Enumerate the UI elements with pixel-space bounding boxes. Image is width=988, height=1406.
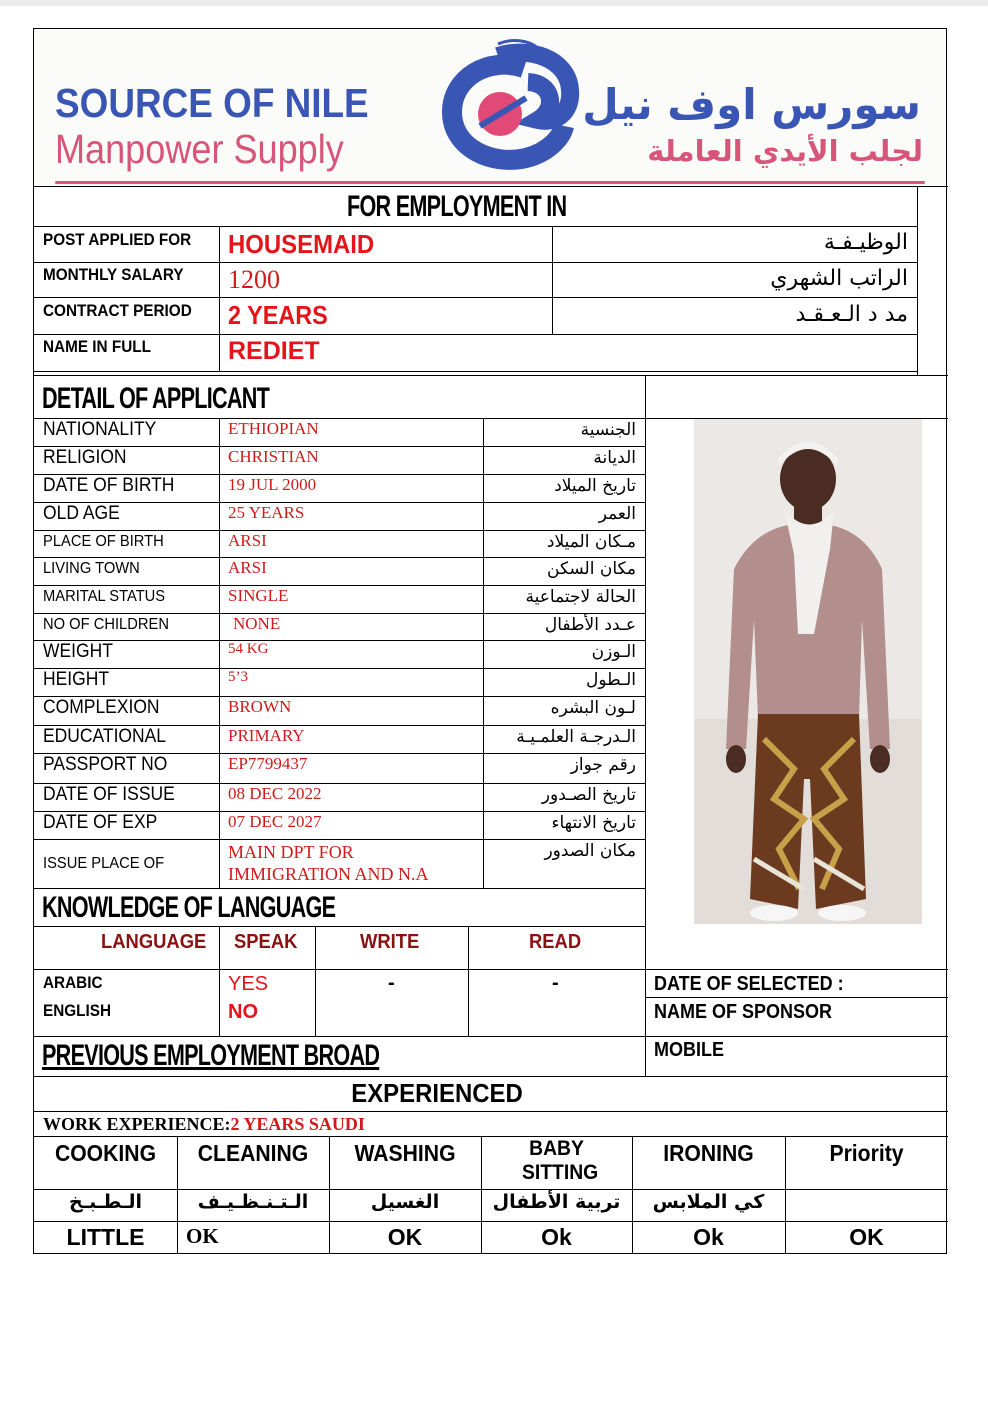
language-arabic-speak: YES [228,973,269,995]
skill-level-ironing: Ok [693,1224,724,1250]
applicant-row-value: ARSI [228,558,267,577]
applicant-row-arabic: العمر [598,504,636,524]
applicant-row-label: PLACE OF BIRTH [43,533,164,550]
skill-header-washing: WASHING [354,1140,456,1166]
applicant-row-arabic: تاريخ الانتهاء [551,813,636,833]
language-header-write: WRITE [360,931,420,953]
applicant-row-arabic: الديانة [593,448,636,468]
mobile-label: MOBILE [654,1039,725,1061]
previous-employment-title: PREVIOUS EMPLOYMENT BROAD [42,1039,380,1072]
language-english-speak: NO [228,1001,258,1023]
applicant-row-arabic: مكان السكن [547,559,636,579]
applicant-row-value: 08 DEC 2022 [228,784,322,803]
skill-arabic-ironing: كي الملابس [652,1191,765,1213]
skill-arabic-cleaning: الـتـنـظـيـف [197,1191,309,1213]
experienced-banner: EXPERIENCED [351,1078,523,1108]
contract-period-arabic: مد د الـعـقـد [795,302,908,327]
logo-text-arabic-line1: سورس اوف نيل [582,80,921,129]
applicant-row-label: MARITAL STATUS [43,588,166,605]
applicant-row-arabic: الجنسية [580,420,636,440]
logo-text-arabic-line2: لجلب الأيدي العاملة [647,134,923,168]
applicant-row-label: COMPLEXION [43,697,160,718]
applicant-row-arabic: الحالة لاجتماعية [525,587,636,607]
applicant-row-value: 25 YEARS [228,503,305,522]
applicant-row-value: 5’3 [228,669,248,685]
applicant-row-label: OLD AGE [43,503,120,524]
skill-header-cleaning: CLEANING [197,1140,309,1166]
work-experience-line [43,1114,365,1135]
logo-underline [55,181,925,184]
applicant-row-arabic: لـون البشره [550,698,636,718]
language-header-read: READ [529,931,582,953]
applicant-row-value: EP7799437 [228,754,308,773]
skill-header-ironing: IRONING [663,1140,754,1166]
name-of-sponsor-label: NAME OF SPONSOR [654,1001,833,1023]
logo-text-english-line2: Manpower Supply [55,126,344,172]
applicant-row-value: SINGLE [228,586,289,605]
company-logo-emblem [440,38,580,170]
applicant-row-value: CHRISTIAN [228,447,319,466]
skill-level-baby-sitting: Ok [541,1224,572,1250]
applicant-row-value: 19 JUL 2000 [228,475,317,494]
applicant-row-arabic: عـدد الأطفال [544,615,636,635]
contract-period-value: 2 YEARS [228,300,328,330]
applicant-row-arabic: مكان الصدور [544,841,636,861]
skill-level-washing: OK [387,1224,423,1250]
post-applied-label: POST APPLIED FOR [43,230,192,249]
skill-header-baby-sitting: BABY SITTING [522,1137,599,1184]
applicant-row-value: NONE [233,614,281,633]
applicant-row-label: DATE OF EXP [43,812,158,833]
post-applied-arabic: الوظيـفـة [823,230,908,255]
language-arabic-label: ARABIC [43,973,103,992]
employment-section-title: FOR EMPLOYMENT IN [347,190,567,223]
applicant-row-value: IMMIGRATION AND N.A [228,864,429,884]
applicant-row-arabic: تاريخ الصـدور [541,785,636,805]
skill-level-cooking: LITTLE [66,1224,145,1250]
applicant-section-title: DETAIL OF APPLICANT [42,382,270,415]
logo-text-english-line1: SOURCE OF NILE [55,80,369,126]
work-experience-value: 2 YEARS SAUDI [230,1114,365,1134]
applicant-row-label: HEIGHT [43,669,110,690]
applicant-row-arabic: مـكان الميلاد [546,532,636,552]
applicant-row-label: ISSUE PLACE OF [43,855,165,872]
applicant-row-label: EDUCATIONAL [43,726,167,747]
skill-header-cooking: COOKING [54,1140,157,1166]
language-section-title: KNOWLEDGE OF LANGUAGE [42,891,336,924]
language-english-label: ENGLISH [43,1001,112,1020]
skill-arabic-baby-sitting: تربية الأطفال [492,1191,621,1213]
applicant-row-label: NO OF CHILDREN [43,616,169,633]
applicant-row-value: 54 KG [228,641,269,657]
applicant-photo [694,419,922,924]
applicant-row-value: BROWN [228,697,292,716]
applicant-row-value: PRIMARY [228,726,305,745]
language-arabic-write: - [388,972,395,994]
skill-level-priority: OK [849,1224,884,1250]
applicant-row-label: NATIONALITY [43,419,157,440]
applicant-row-arabic: رقم جواز [570,755,636,775]
page-top-bar [0,0,988,6]
skill-header-priority: Priority [829,1140,904,1166]
skill-arabic-washing: الغسيل [370,1191,440,1213]
applicant-row-label: LIVING TOWN [43,560,140,577]
applicant-row-value: ETHIOPIAN [228,419,319,438]
contract-period-label: CONTRACT PERIOD [43,301,192,320]
language-arabic-read: - [552,972,559,994]
skill-arabic-cooking: الـطـبـخ [68,1191,143,1213]
applicant-row-value: MAIN DPT FOR [228,842,354,862]
applicant-row-arabic: الـدرجـة العلمـيـة [516,727,636,747]
applicant-row-value: ARSI [228,531,267,550]
applicant-row-label: DATE OF ISSUE [43,784,175,805]
language-header-speak: SPEAK [234,931,298,953]
applicant-row-value: 07 DEC 2027 [228,812,322,831]
applicant-row-label: DATE OF BIRTH [43,475,175,496]
language-header-language: LANGUAGE [101,931,207,953]
monthly-salary-value: 1200 [228,265,280,294]
applicant-row-label: WEIGHT [43,641,113,662]
work-experience-label: WORK EXPERIENCE: [43,1114,231,1134]
date-of-selected-label: DATE OF SELECTED : [654,973,844,995]
applicant-row-label: RELIGION [43,447,127,468]
application-form [33,28,947,1254]
monthly-salary-label: MONTHLY SALARY [43,265,184,284]
name-in-full-value: REDIET [228,337,320,365]
applicant-row-arabic: الـطول [586,670,636,690]
skill-level-cleaning: OK [186,1224,219,1248]
applicant-row-arabic: تاريخ الميلاد [554,476,636,496]
applicant-row-arabic: الـوزن [591,642,636,662]
logo-banner [35,30,945,187]
post-applied-value: HOUSEMAID [228,229,375,259]
name-in-full-label: NAME IN FULL [43,337,151,356]
monthly-salary-arabic: الراتب الشهري [770,266,908,291]
applicant-row-label: PASSPORT NO [43,754,168,775]
